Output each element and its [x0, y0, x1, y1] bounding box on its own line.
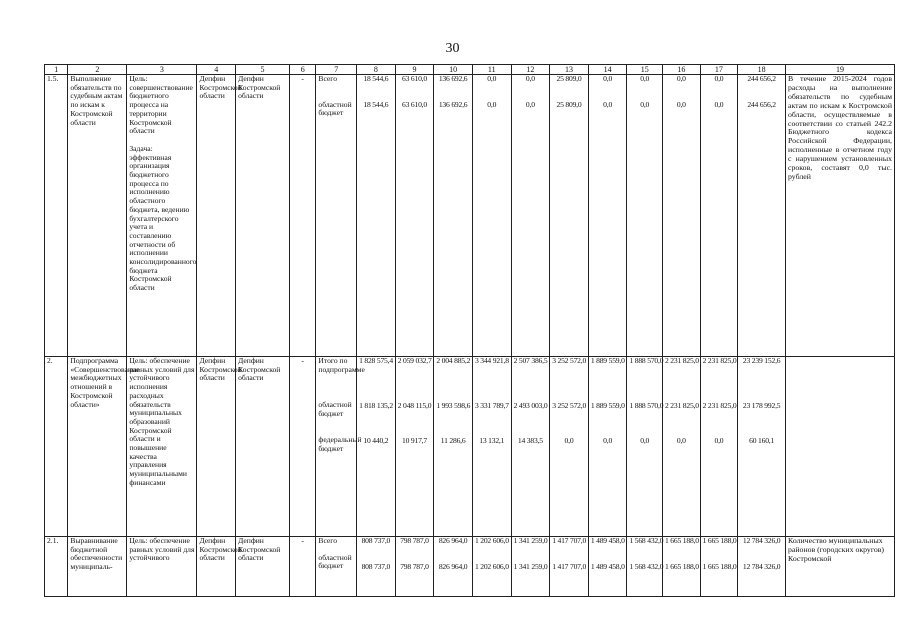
value-cell: 244 656,2	[747, 74, 776, 83]
row-name: Выполнение обязательств по судебным актам по искам к Костромской области	[68, 75, 127, 357]
value-cell: 25 809,0	[556, 74, 582, 83]
row-col4: Депфин Костромской области	[197, 75, 236, 357]
value-cell: 1 568 432,0	[629, 561, 664, 571]
value-cell: 0,0	[676, 99, 686, 109]
value-cell: 10 917,7	[402, 436, 427, 446]
value-cell: 0,0	[676, 436, 686, 446]
row-col4: Депфин Костромской области	[197, 537, 236, 597]
header-cell: 13	[550, 65, 589, 75]
value-cell: 2 004 885,2	[436, 356, 471, 365]
value-cell: 0,0	[714, 74, 724, 83]
line-label: Всего	[318, 74, 338, 83]
value-cell: 1 665 188,0	[702, 561, 737, 571]
row-note: В течение 2015-2024 годов расходы на выполнение обязательств по судебным актам по искам к Костромской области, осуществляемые в соответствии со статьей 242.2 Бюджетного кодекса Российской Федерации, исполненные в отчетном году с нарушением установленных сроков, составят 0,0 тыс. рублей	[786, 75, 895, 357]
header-cell: 17	[700, 65, 738, 75]
value-cell: 1 888 570,0	[629, 400, 664, 410]
budget-table	[44, 64, 895, 597]
row-task: Задача: эффективная организация бюджетного процесса по исполнению областного бюджета, ведению бухгалтерского учета и составлению отчетности об исполнении консолидированного бюджета Костромской области	[129, 143, 197, 293]
row-col6: -	[289, 75, 315, 357]
row-goal: Цель: совершенствование бюджетного процесса на территории Костромской области	[129, 74, 193, 136]
row-col6: -	[289, 357, 315, 537]
value-cell: 1 828 575,4	[359, 356, 393, 365]
value-cell: 1 417 707,0	[552, 561, 587, 571]
value-cell: 826 964,0	[438, 561, 468, 571]
row-labels	[316, 75, 357, 357]
value-cell: 3 344 921,8	[474, 356, 509, 365]
value-cell: 1 202 606,0	[474, 561, 509, 571]
header-cell: 15	[627, 65, 663, 75]
header-cell: 18	[738, 65, 786, 75]
value-cell: 0,0	[487, 99, 497, 109]
value-cell: 14 383,5	[517, 436, 543, 446]
value-cell: 25 809,0	[556, 99, 582, 109]
header-cell: 14	[588, 65, 627, 75]
value-cell: 2 231 825,0	[665, 356, 699, 365]
header-cell: 8	[357, 65, 396, 75]
row-col6: -	[289, 537, 315, 597]
row-goal-task	[127, 75, 197, 357]
header-cell: 1	[45, 65, 68, 75]
value-cell: 10 440,2	[363, 436, 389, 446]
header-cell: 5	[236, 65, 290, 75]
value-cell: 0,0	[640, 436, 650, 446]
value-cell: 63 610,0	[402, 99, 427, 109]
row-col5: Депфин Костромской области	[236, 75, 290, 357]
value-cell: 63 610,0	[402, 74, 427, 83]
line-label: областной бюджет	[318, 400, 352, 419]
value-cell: 2 048 115,0	[397, 400, 432, 410]
page-number: 30	[445, 41, 460, 56]
value-cell: 3 252 572,0	[552, 400, 587, 410]
value-cell: 798 787,0	[400, 536, 429, 545]
header-cell: 19	[786, 65, 895, 75]
line-label: федеральный бюджет	[318, 434, 362, 453]
value-cell: 798 787,0	[400, 561, 429, 571]
value-cell: 13 132,1	[479, 436, 505, 446]
row-name: Подпрограмма «Совершенствование межбюджетных отношений в Костромской области»	[68, 357, 127, 537]
value-cell: 826 964,0	[438, 536, 468, 545]
value-cell: 1 568 432,0	[629, 536, 664, 545]
value-cell: 1 665 188,0	[665, 536, 699, 545]
value-cell: 136 692,6	[438, 99, 468, 109]
value-cell: 0,0	[676, 74, 686, 83]
line-label: Всего	[318, 536, 338, 545]
value-cell: 0,0	[714, 436, 724, 446]
header-cell: 4	[197, 65, 236, 75]
value-cell: 2 507 386,5	[513, 356, 548, 365]
value-cell: 0,0	[714, 99, 724, 109]
header-cell: 10	[434, 65, 473, 75]
header-row	[45, 65, 895, 75]
value-cell: 2 059 032,7	[397, 356, 432, 365]
value-cell: 1 665 188,0	[702, 536, 737, 545]
header-cell: 3	[127, 65, 197, 75]
value-cell: 2 231 825,0	[702, 400, 737, 410]
value-cell: 60 160,1	[749, 436, 775, 446]
value-cell: 3 252 572,0	[552, 356, 587, 365]
value-cell: 1 489 458,0	[590, 536, 625, 545]
row-goal: Цель: обеспечение равных условий для устойчивого исполнения расходных обязательств муниципальных образований Костромской области и повышение качества управления муниципальными финансами	[127, 357, 197, 537]
header-cell: 6	[289, 65, 315, 75]
value-cell: 808 737,0	[361, 536, 391, 545]
value-cell: 2 231 825,0	[665, 400, 699, 410]
value-cell: 244 656,2	[747, 99, 776, 109]
value-cell: 0,0	[603, 99, 613, 109]
value-cell: 3 331 789,7	[474, 400, 509, 410]
value-cell: 0,0	[640, 99, 650, 109]
value-cell: 0,0	[564, 436, 574, 446]
row-labels	[316, 356, 365, 537]
value-cell: 0,0	[487, 74, 497, 83]
value-cell: 1 341 259,0	[513, 536, 548, 545]
header-cell: 9	[395, 65, 434, 75]
table-row	[45, 357, 895, 537]
value-cell: 1 665 188,0	[665, 561, 699, 571]
value-cell: 1 888 570,0	[629, 356, 664, 365]
header-cell: 12	[511, 65, 550, 75]
value-cell: 0,0	[525, 99, 535, 109]
table-row	[45, 75, 895, 357]
value-cell: 2 231 825,0	[702, 356, 737, 365]
value-cell: 11 286,6	[440, 436, 466, 446]
value-cell: 1 202 606,0	[474, 536, 509, 545]
value-cell: 12 784 326,0	[742, 561, 781, 571]
value-cell: 136 692,6	[438, 74, 468, 83]
value-cell: 808 737,0	[361, 561, 391, 571]
row-labels	[316, 537, 357, 597]
row-col5: Депфин Костромской области	[236, 537, 290, 597]
value-cell: 1 889 559,0	[590, 400, 625, 410]
row-number: 2.	[45, 357, 68, 537]
value-cell: 1 341 259,0	[513, 561, 548, 571]
value-cell: 23 178 992,5	[742, 400, 781, 410]
value-cell: 1 489 458,0	[590, 561, 625, 571]
row-goal: Цель: обеспечение равных условий для устойчивого	[127, 537, 197, 597]
value-cell: 0,0	[603, 74, 613, 83]
value-cell: 18 544,6	[363, 74, 389, 83]
header-cell: 16	[663, 65, 701, 75]
value-cell: 2 493 003,0	[513, 400, 548, 410]
value-cell: 1 993 598,6	[436, 400, 471, 410]
row-number: 1.5.	[45, 75, 68, 357]
table-row	[45, 537, 895, 597]
value-cell: 1 889 559,0	[590, 356, 625, 365]
value-cell: 18 544,6	[363, 99, 389, 109]
row-number: 2.1.	[45, 537, 68, 597]
value-cell: 1 818 135,2	[359, 400, 393, 410]
row-name: Выравнивание бюджетной обеспеченности муниципаль-	[68, 537, 127, 597]
line-label: областной бюджет	[318, 99, 352, 118]
row-col5: Депфин Костромской области	[236, 357, 290, 537]
value-cell: 0,0	[640, 74, 650, 83]
row-col4: Депфин Костромской области	[197, 357, 236, 537]
value-cell: 12 784 326,0	[742, 536, 781, 545]
header-cell: 2	[68, 65, 127, 75]
header-cell: 11	[472, 65, 511, 75]
value-cell: 23 239 152,6	[742, 356, 781, 365]
value-cell: 0,0	[603, 436, 613, 446]
row-note	[786, 357, 895, 537]
value-cell: 0,0	[525, 74, 535, 83]
value-cell: 1 417 707,0	[552, 536, 587, 545]
row-note: Количество муниципальных районов (городских округов) Костромской	[786, 537, 895, 597]
line-label: областной бюджет	[318, 552, 352, 571]
line-label: Итого по подпрограмме	[318, 356, 365, 374]
header-cell: 7	[316, 65, 357, 75]
